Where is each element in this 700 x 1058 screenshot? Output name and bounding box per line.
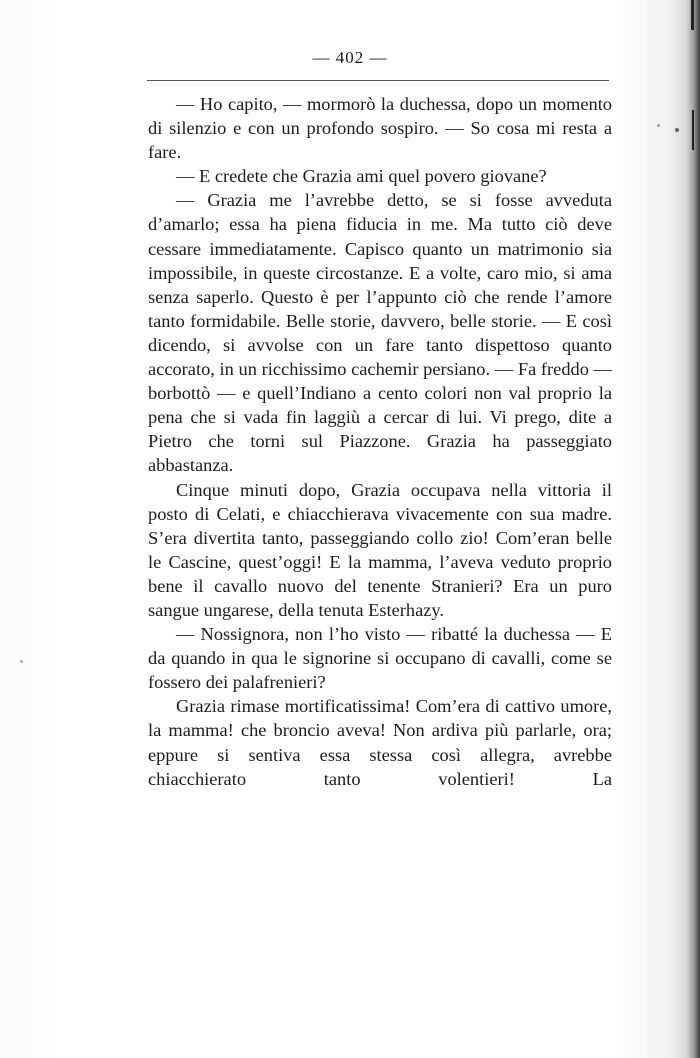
paragraph: Grazia rimase mortificatissima! Com’era di cattivo umore, la mamma! che broncio aveva! Non ardiva più parlarle, ora; eppure si sentiva essa stessa così allegra, avrebbe chiacchierato tanto volentieri! La bbox=[148, 696, 612, 789]
page-binding-edge bbox=[670, 0, 700, 1058]
edge-mark-top bbox=[691, 0, 694, 30]
paragraph: — Grazia me l’avrebbe detto, se si fosse avveduta d’amarlo; essa ha piena fiducia in me. Ma tutto ciò deve cessare immediatamente. Capisco quanto un matrimonio sia impossibile, in queste circostanze. E a volte, caro mio, si ama senza saperlo. Questo è per l’appunto ciò che rende l’amore tanto formidabile. Belle storie, davvero, belle storie. — E così dicendo, si avvolse con un fare tanto dispettoso quanto accorato, in un ricchissimo cachemir persiano. — Fa freddo — borbottò — e quell’Indiano a cento colori non val proprio la pena che si vada fin laggiù a cercar di lui. Vi prego, dite a Pietro che torni sul Piazzone. Grazia ha passeggiato abbastanza. bbox=[148, 190, 612, 476]
paper-speck bbox=[657, 124, 660, 127]
paper-speck bbox=[20, 660, 23, 663]
page-body bbox=[148, 92, 612, 791]
header-rule bbox=[147, 80, 609, 81]
paragraph: — E credete che Grazia ami quel povero giovane? bbox=[176, 166, 547, 187]
paper-speck bbox=[675, 128, 679, 132]
page-number: — 402 — bbox=[312, 48, 388, 67]
paragraph: — Ho capito, — mormorò la duchessa, dopo un momento di silenzio e con un profondo sospiro. — So cosa mi resta a fare. bbox=[148, 94, 612, 163]
edge-mark-middle bbox=[692, 110, 694, 150]
paragraph: — Nossignora, non l’ho visto — ribatté la duchessa — E da quando in qua le signorine si occupano di cavalli, come se fossero dei palafrenieri? bbox=[148, 624, 612, 693]
paragraph: Cinque minuti dopo, Grazia occupava nella vittoria il posto di Celati, e chiacchierava vivacemente con sua madre. S’era divertita tanto, passeggiando collo zio! Com’eran belle le Cascine, quest’oggi! E la mamma, l’aveva veduto proprio bene il cavallo nuovo del tenente Stranieri? Era un puro sangue ungarese, della tenuta Esterhazy. bbox=[148, 479, 612, 620]
